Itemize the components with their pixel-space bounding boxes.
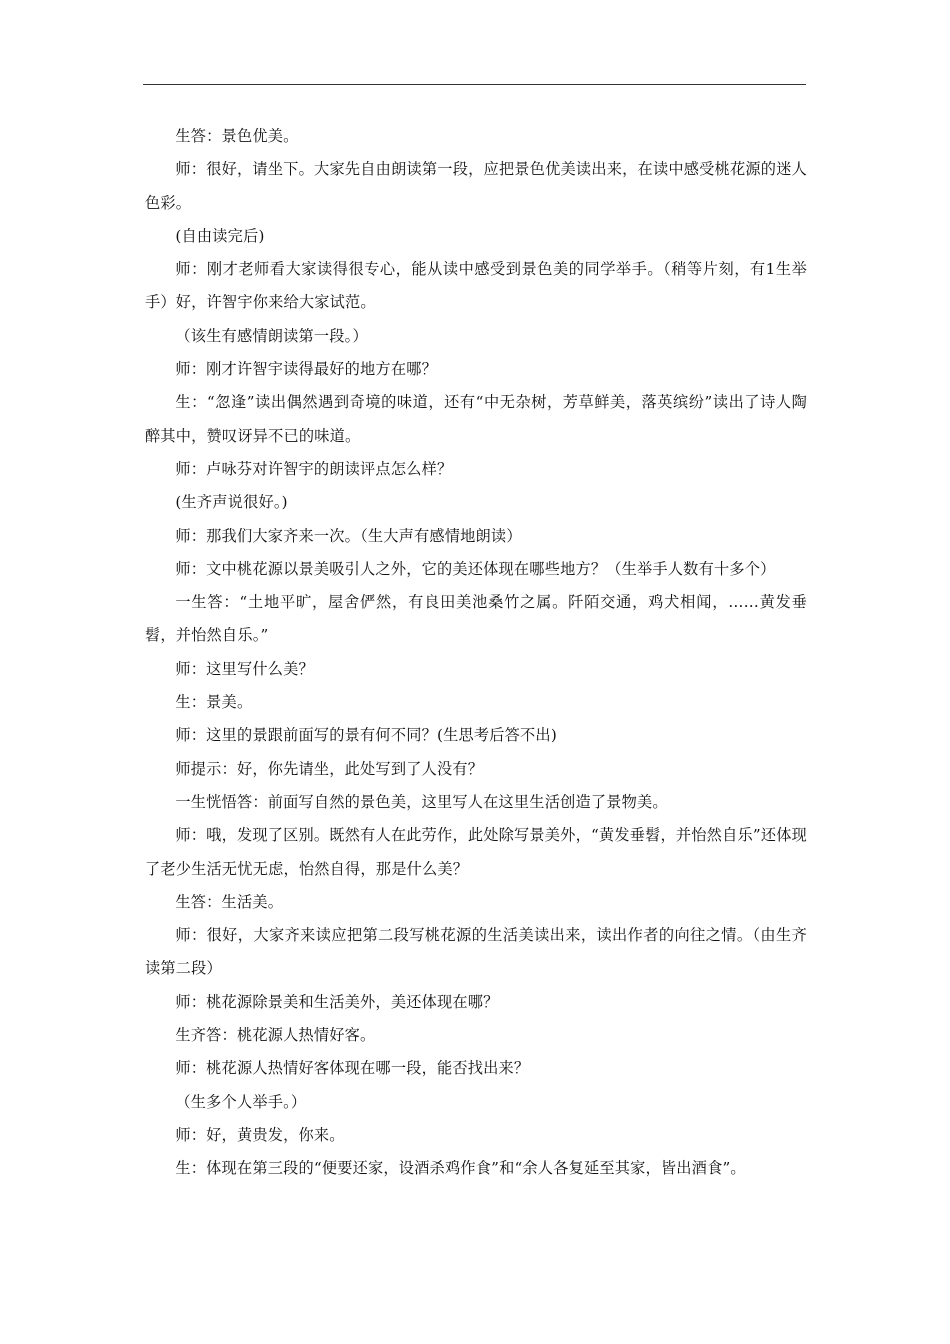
paragraph: (自由读完后) <box>175 226 265 245</box>
paragraph: 师：桃花源人热情好客体现在哪一段，能否找出来？ <box>175 1059 530 1078</box>
paragraph: 生答：景色优美。 <box>175 127 299 145</box>
paragraph: (生齐声说很好。) <box>175 493 288 512</box>
paragraph: 一生答：“土地平旷，屋舍俨然，有良田美池桑竹之属。阡陌交通，鸡犬相闻，……黄发垂髫，并怡然自乐。” <box>145 593 807 645</box>
paragraph: 一生恍悟答：前面写自然的景色美，这里写人在这里生活创造了景物美。 <box>175 792 668 811</box>
paragraph: （生多个人举手。） <box>175 1092 307 1111</box>
paragraph: 生齐答：桃花源人热情好客。 <box>175 1026 376 1045</box>
paragraph: 师：哦，发现了区别。既然有人在此劳作，此处除写景美外，“黄发垂髫，并怡然自乐”还体现了老少生活无忧无虑，怡然自得，那是什么美？ <box>145 826 807 878</box>
paragraph: 生：“忽逢”读出偶然遇到奇境的味道，还有“中无杂树，芳草鲜美，落英缤纷”读出了诗人陶醉其中，赞叹讶异不已的味道。 <box>145 393 807 445</box>
paragraph: 师：桃花源除景美和生活美外，美还体现在哪？ <box>175 992 499 1011</box>
paragraph: 师：这里写什么美？ <box>175 659 314 678</box>
paragraph: 师：刚才老师看大家读得很专心，能从读中感受到景色美的同学举手。（稍等片刻，有1生举手）好，许智宇你来给大家试范。 <box>145 260 807 312</box>
paragraph: 生：体现在第三段的“便要还家，设酒杀鸡作食”和“余人各复延至其家，皆出酒食”。 <box>175 1159 746 1178</box>
paragraph: 师：很好，大家齐来读应把第二段写桃花源的生活美读出来，读出作者的向往之情。（由生齐读第二段） <box>145 926 807 978</box>
paragraph: 师：文中桃花源以景美吸引人之外，它的美还体现在哪些地方？（生举手人数有十多个） <box>175 559 776 578</box>
paragraph: 师：好，黄贵发，你来。 <box>175 1125 345 1144</box>
paragraph: 师：很好，请坐下。大家先自由朗读第一段，应把景色优美读出来，在读中感受桃花源的迷人色彩。 <box>145 160 807 212</box>
paragraph: 生答：生活美。 <box>175 892 284 911</box>
document-body <box>145 120 807 1186</box>
paragraph: 师提示：好，你先请坐，此处写到了人没有？ <box>175 759 484 778</box>
paragraph: 师：这里的景跟前面写的景有何不同？(生思考后答不出) <box>175 726 557 745</box>
paragraph: （该生有感情朗读第一段。） <box>175 326 368 345</box>
header-rule <box>143 84 806 85</box>
paragraph: 师：那我们大家齐来一次。（生大声有感情地朗读） <box>175 526 522 545</box>
paragraph: 师：刚才许智宇读得最好的地方在哪？ <box>175 360 437 379</box>
paragraph: 生：景美。 <box>175 693 253 712</box>
paragraph: 师：卢咏芬对许智宇的朗读评点怎么样？ <box>175 459 453 478</box>
